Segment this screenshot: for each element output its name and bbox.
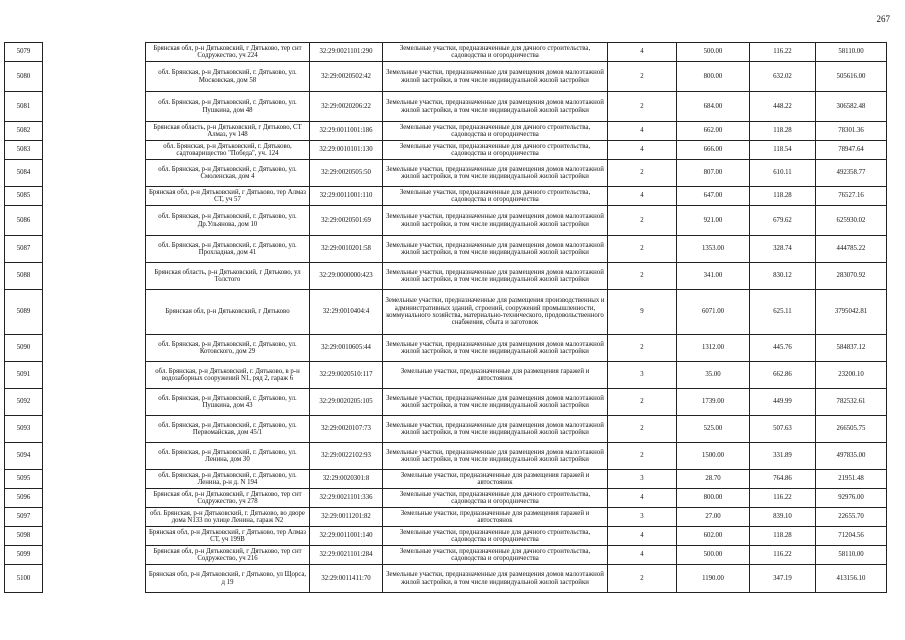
spacer-cell	[43, 43, 146, 62]
address-cell: обл. Брянская, р-н Дятьковский, г. Дятьково, ул. Ленина, р-н д. N 194	[146, 470, 310, 489]
cadastral-number-cell: 32:29:0022102:93	[310, 443, 383, 470]
cadastral-number-cell: 32:29:0020206:22	[310, 92, 383, 122]
table-row	[5, 92, 887, 122]
area-cell: 35.00	[677, 362, 750, 389]
table-row	[5, 160, 887, 187]
rate-cell: 118.54	[750, 141, 816, 160]
area-cell: 921.00	[677, 206, 750, 236]
address-cell: Брянская обл, р-н Дятьковский, г Дятьково, тер снт Содружество, уч 224	[146, 43, 310, 62]
address-cell: обл. Брянская, р-н Дятьковский, г. Дятьково, ул. Первомайская, дом 45/1	[146, 416, 310, 443]
table-row	[5, 546, 887, 565]
spacer-cell	[43, 416, 146, 443]
area-cell: 647.00	[677, 187, 750, 206]
table-row	[5, 470, 887, 489]
row-number: 5100	[5, 565, 43, 593]
group-cell: 2	[608, 206, 677, 236]
rate-cell: 449.99	[750, 389, 816, 416]
row-number: 5082	[5, 122, 43, 141]
table-row	[5, 290, 887, 335]
area-cell: 1353.00	[677, 236, 750, 263]
row-number: 5088	[5, 263, 43, 290]
cadastral-number-cell: 32:29:0011201:82	[310, 508, 383, 527]
group-cell: 4	[608, 527, 677, 546]
cadastral-number-cell: 32:29:0011411:70	[310, 565, 383, 593]
group-cell: 2	[608, 92, 677, 122]
address-cell: обл. Брянская, р-н Дятьковский, г. Дятьково, ул. Котовского, дом 29	[146, 335, 310, 362]
cadastral-value-cell: 76527.16	[816, 187, 887, 206]
group-cell: 9	[608, 290, 677, 335]
spacer-cell	[43, 206, 146, 236]
area-cell: 666.00	[677, 141, 750, 160]
cadastral-number-cell: 32:29:0020301:8	[310, 470, 383, 489]
land-use-cell: Земельные участки, предназначенные для размещения домов малоэтажной жилой застройки, в том числе индивидуальной жилой застройки	[383, 263, 608, 290]
table-row	[5, 187, 887, 206]
address-cell: обл. Брянская, р-н Дятьковский, г. Дятьково, во дворе дома N133 по улице Ленина, гараж N2	[146, 508, 310, 527]
address-cell: Брянская обл, р-н Дятьковский, г Дятьково, тер Алмаз СТ, уч 199В	[146, 527, 310, 546]
rate-cell: 830.12	[750, 263, 816, 290]
group-cell: 2	[608, 565, 677, 593]
address-cell: Брянская обл, р-н Дятьковский, г Дятьково	[146, 290, 310, 335]
rate-cell: 839.10	[750, 508, 816, 527]
group-cell: 2	[608, 443, 677, 470]
cadastral-value-cell: 413156.10	[816, 565, 887, 593]
table-row	[5, 508, 887, 527]
table-row	[5, 489, 887, 508]
row-number: 5084	[5, 160, 43, 187]
table-row	[5, 565, 887, 593]
land-use-cell: Земельные участки, предназначенные для размещения домов малоэтажной жилой застройки, в том числе индивидуальной жилой застройки	[383, 565, 608, 593]
land-use-cell: Земельные участки, предназначенные для размещения гаражей и автостоянок	[383, 362, 608, 389]
area-cell: 662.00	[677, 122, 750, 141]
area-cell: 341.00	[677, 263, 750, 290]
area-cell: 800.00	[677, 62, 750, 92]
rate-cell: 118.28	[750, 527, 816, 546]
group-cell: 2	[608, 62, 677, 92]
page-number: 267	[876, 14, 890, 24]
address-cell: обл. Брянская, р-н Дятьковский, г. Дятьково, ул. Прохладная, дом 41	[146, 236, 310, 263]
address-cell: Брянская обл, р-н Дятьковский, г Дятьково, ул Щорса, д 19	[146, 565, 310, 593]
spacer-cell	[43, 263, 146, 290]
cadastral-number-cell: 32:29:0010404:4	[310, 290, 383, 335]
group-cell: 2	[608, 263, 677, 290]
table-row	[5, 416, 887, 443]
cadastral-number-cell: 32:29:0020501:69	[310, 206, 383, 236]
cadastral-value-cell: 21951.48	[816, 470, 887, 489]
row-number: 5081	[5, 92, 43, 122]
land-use-cell: Земельные участки, предназначенные для дачного строительства, садоводства и огородничества	[383, 489, 608, 508]
cadastral-value-cell: 58110.00	[816, 43, 887, 62]
cadastral-value-table	[4, 42, 887, 593]
group-cell: 3	[608, 470, 677, 489]
spacer-cell	[43, 527, 146, 546]
spacer-cell	[43, 335, 146, 362]
area-cell: 6071.00	[677, 290, 750, 335]
row-number: 5089	[5, 290, 43, 335]
cadastral-number-cell: 32:29:0010101:130	[310, 141, 383, 160]
cadastral-number-cell: 32:29:0020205:105	[310, 389, 383, 416]
address-cell: обл. Брянская, р-н Дятьковский, г. Дятьково, ул. Пушкина, дом 43	[146, 389, 310, 416]
rate-cell: 116.22	[750, 43, 816, 62]
land-use-cell: Земельные участки, предназначенные для дачного строительства, садоводства и огородничества	[383, 141, 608, 160]
row-number: 5086	[5, 206, 43, 236]
cadastral-number-cell: 32:29:0010201:58	[310, 236, 383, 263]
rate-cell: 118.28	[750, 187, 816, 206]
rate-cell: 118.28	[750, 122, 816, 141]
cadastral-value-cell: 782532.61	[816, 389, 887, 416]
table-row	[5, 335, 887, 362]
row-number: 5090	[5, 335, 43, 362]
spacer-cell	[43, 92, 146, 122]
cadastral-value-cell: 444785.22	[816, 236, 887, 263]
group-cell: 4	[608, 546, 677, 565]
group-cell: 4	[608, 187, 677, 206]
group-cell: 2	[608, 160, 677, 187]
spacer-cell	[43, 489, 146, 508]
area-cell: 525.00	[677, 416, 750, 443]
cadastral-number-cell: 32:29:0020502:42	[310, 62, 383, 92]
land-use-cell: Земельные участки, предназначенные для размещения домов малоэтажной жилой застройки, в том числе индивидуальной жилой застройки	[383, 62, 608, 92]
row-number: 5079	[5, 43, 43, 62]
rate-cell: 625.11	[750, 290, 816, 335]
land-use-cell: Земельные участки, предназначенные для размещения домов малоэтажной жилой застройки, в том числе индивидуальной жилой застройки	[383, 443, 608, 470]
cadastral-number-cell: 32:29:0020505:50	[310, 160, 383, 187]
area-cell: 1739.00	[677, 389, 750, 416]
address-cell: обл. Брянская, р-н Дятьковский, г. Дятьково, садтоварищество "Победа", уч. 124	[146, 141, 310, 160]
table-row	[5, 236, 887, 263]
group-cell: 4	[608, 43, 677, 62]
area-cell: 500.00	[677, 546, 750, 565]
cadastral-number-cell: 32:29:0021101:290	[310, 43, 383, 62]
row-number: 5091	[5, 362, 43, 389]
cadastral-value-cell: 492358.77	[816, 160, 887, 187]
cadastral-value-cell: 3795042.81	[816, 290, 887, 335]
area-cell: 1500.00	[677, 443, 750, 470]
rate-cell: 764.86	[750, 470, 816, 489]
land-use-cell: Земельные участки, предназначенные для дачного строительства, садоводства и огородничества	[383, 527, 608, 546]
address-cell: Брянская обл, р-н Дятьковский, г Дятьково, тер снт Содружество, уч 278	[146, 489, 310, 508]
rate-cell: 679.62	[750, 206, 816, 236]
address-cell: обл. Брянская, р-н Дятьковский, г. Дятьково, ул. Пушкина, дом 48	[146, 92, 310, 122]
table-row	[5, 443, 887, 470]
area-cell: 1312.00	[677, 335, 750, 362]
group-cell: 2	[608, 389, 677, 416]
spacer-cell	[43, 290, 146, 335]
land-use-cell: Земельные участки, предназначенные для дачного строительства, садоводства и огородничества	[383, 187, 608, 206]
cadastral-value-cell: 584837.12	[816, 335, 887, 362]
spacer-cell	[43, 122, 146, 141]
table-row	[5, 43, 887, 62]
cadastral-value-cell: 71204.56	[816, 527, 887, 546]
spacer-cell	[43, 362, 146, 389]
rate-cell: 328.74	[750, 236, 816, 263]
group-cell: 3	[608, 508, 677, 527]
table-row	[5, 62, 887, 92]
rate-cell: 632.02	[750, 62, 816, 92]
row-number: 5080	[5, 62, 43, 92]
address-cell: обл. Брянская, р-н Дятьковский, г. Дятьково, в р-н водозаборных сооружений N1, ряд 2, гараж 6	[146, 362, 310, 389]
address-cell: обл. Брянская, р-н Дятьковский, г. Дятьково, ул. Др.Ульянова, дом 10	[146, 206, 310, 236]
address-cell: Брянская область, р-н Дятьковский, г Дятьково, СТ Алмаз, уч 148	[146, 122, 310, 141]
rate-cell: 662.86	[750, 362, 816, 389]
area-cell: 602.00	[677, 527, 750, 546]
land-use-cell: Земельные участки, предназначенные для размещения домов малоэтажной жилой застройки, в том числе индивидуальной жилой застройки	[383, 160, 608, 187]
spacer-cell	[43, 508, 146, 527]
spacer-cell	[43, 187, 146, 206]
area-cell: 28.70	[677, 470, 750, 489]
row-number: 5092	[5, 389, 43, 416]
area-cell: 684.00	[677, 92, 750, 122]
cadastral-value-cell: 283070.92	[816, 263, 887, 290]
land-use-cell: Земельные участки, предназначенные для дачного строительства, садоводства и огородничества	[383, 546, 608, 565]
area-cell: 1190.00	[677, 565, 750, 593]
cadastral-number-cell: 32:29:0021101:336	[310, 489, 383, 508]
cadastral-number-cell: 32:29:0020510:117	[310, 362, 383, 389]
group-cell: 4	[608, 489, 677, 508]
cadastral-value-cell: 266505.75	[816, 416, 887, 443]
rate-cell: 116.22	[750, 546, 816, 565]
group-cell: 4	[608, 122, 677, 141]
spacer-cell	[43, 62, 146, 92]
spacer-cell	[43, 236, 146, 263]
rate-cell: 448.22	[750, 92, 816, 122]
row-number: 5083	[5, 141, 43, 160]
cadastral-value-cell: 505616.00	[816, 62, 887, 92]
table-row	[5, 389, 887, 416]
land-use-cell: Земельные участки, предназначенные для дачного строительства, садоводства и огородничества	[383, 43, 608, 62]
cadastral-value-cell: 497835.00	[816, 443, 887, 470]
land-use-cell: Земельные участки, предназначенные для размещения гаражей и автостоянок	[383, 470, 608, 489]
table-row	[5, 206, 887, 236]
cadastral-value-cell: 58110.00	[816, 546, 887, 565]
group-cell: 2	[608, 335, 677, 362]
cadastral-number-cell: 32:29:0011001:110	[310, 187, 383, 206]
land-use-cell: Земельные участки, предназначенные для размещения производственных и административных зданий, строений, сооружений промышленности, коммунального хозяйства, материально-технического, продовольственного снабжения, сбыта и заготовок	[383, 290, 608, 335]
group-cell: 2	[608, 236, 677, 263]
rate-cell: 116.22	[750, 489, 816, 508]
land-use-cell: Земельные участки, предназначенные для размещения гаражей и автостоянок	[383, 508, 608, 527]
rate-cell: 507.63	[750, 416, 816, 443]
area-cell: 807.00	[677, 160, 750, 187]
cadastral-value-cell: 92976.00	[816, 489, 887, 508]
row-number: 5093	[5, 416, 43, 443]
table-row	[5, 141, 887, 160]
spacer-cell	[43, 389, 146, 416]
row-number: 5094	[5, 443, 43, 470]
rate-cell: 610.11	[750, 160, 816, 187]
cadastral-number-cell: 32:29:0011001:140	[310, 527, 383, 546]
address-cell: обл. Брянская, р-н Дятьковский, г. Дятьково, ул. Московская, дом 58	[146, 62, 310, 92]
cadastral-value-cell: 306582.48	[816, 92, 887, 122]
table-row	[5, 263, 887, 290]
table-row	[5, 122, 887, 141]
row-number: 5096	[5, 489, 43, 508]
table-row	[5, 527, 887, 546]
spacer-cell	[43, 443, 146, 470]
cadastral-value-cell: 23200.10	[816, 362, 887, 389]
cadastral-value-cell: 22655.70	[816, 508, 887, 527]
group-cell: 2	[608, 416, 677, 443]
cadastral-value-cell: 78301.36	[816, 122, 887, 141]
address-cell: обл. Брянская, р-н Дятьковский, г. Дятьково, ул. Смоленская, дом 4	[146, 160, 310, 187]
cadastral-number-cell: 32:29:0020107:73	[310, 416, 383, 443]
cadastral-number-cell: 32:29:0011001:186	[310, 122, 383, 141]
cadastral-number-cell: 32:29:0000000:423	[310, 263, 383, 290]
spacer-cell	[43, 470, 146, 489]
cadastral-value-cell: 78947.64	[816, 141, 887, 160]
row-number: 5095	[5, 470, 43, 489]
cadastral-value-cell: 625930.02	[816, 206, 887, 236]
area-cell: 27.00	[677, 508, 750, 527]
address-cell: Брянская область, р-н Дятьковский, г Дятьково, ул Толстого	[146, 263, 310, 290]
table-body	[5, 43, 887, 593]
address-cell: Брянская обл, р-н Дятьковский, г Дятьково, тер Алмаз СТ, уч 57	[146, 187, 310, 206]
land-use-cell: Земельные участки, предназначенные для размещения домов малоэтажной жилой застройки, в том числе индивидуальной жилой застройки	[383, 389, 608, 416]
address-cell: Брянская обл, р-н Дятьковский, г Дятьково, тер снт Содружество, уч 216	[146, 546, 310, 565]
spacer-cell	[43, 160, 146, 187]
rate-cell: 331.89	[750, 443, 816, 470]
group-cell: 3	[608, 362, 677, 389]
row-number: 5099	[5, 546, 43, 565]
spacer-cell	[43, 565, 146, 593]
land-use-cell: Земельные участки, предназначенные для размещения домов малоэтажной жилой застройки, в том числе индивидуальной жилой застройки	[383, 206, 608, 236]
spacer-cell	[43, 141, 146, 160]
spacer-cell	[43, 546, 146, 565]
address-cell: обл. Брянская, р-н Дятьковский, г. Дятьково, ул. Ленина, дом 30	[146, 443, 310, 470]
area-cell: 800.00	[677, 489, 750, 508]
table-row	[5, 362, 887, 389]
land-use-cell: Земельные участки, предназначенные для дачного строительства, садоводства и огородничества	[383, 122, 608, 141]
land-use-cell: Земельные участки, предназначенные для размещения домов малоэтажной жилой застройки, в том числе индивидуальной жилой застройки	[383, 416, 608, 443]
land-use-cell: Земельные участки, предназначенные для размещения домов малоэтажной жилой застройки, в том числе индивидуальной жилой застройки	[383, 335, 608, 362]
rate-cell: 347.19	[750, 565, 816, 593]
land-use-cell: Земельные участки, предназначенные для размещения домов малоэтажной жилой застройки, в том числе индивидуальной жилой застройки	[383, 236, 608, 263]
row-number: 5098	[5, 527, 43, 546]
row-number: 5097	[5, 508, 43, 527]
area-cell: 500.00	[677, 43, 750, 62]
rate-cell: 445.76	[750, 335, 816, 362]
cadastral-number-cell: 32:29:0021101:284	[310, 546, 383, 565]
cadastral-number-cell: 32:29:0010605:44	[310, 335, 383, 362]
land-use-cell: Земельные участки, предназначенные для размещения домов малоэтажной жилой застройки, в том числе индивидуальной жилой застройки	[383, 92, 608, 122]
row-number: 5087	[5, 236, 43, 263]
row-number: 5085	[5, 187, 43, 206]
group-cell: 4	[608, 141, 677, 160]
